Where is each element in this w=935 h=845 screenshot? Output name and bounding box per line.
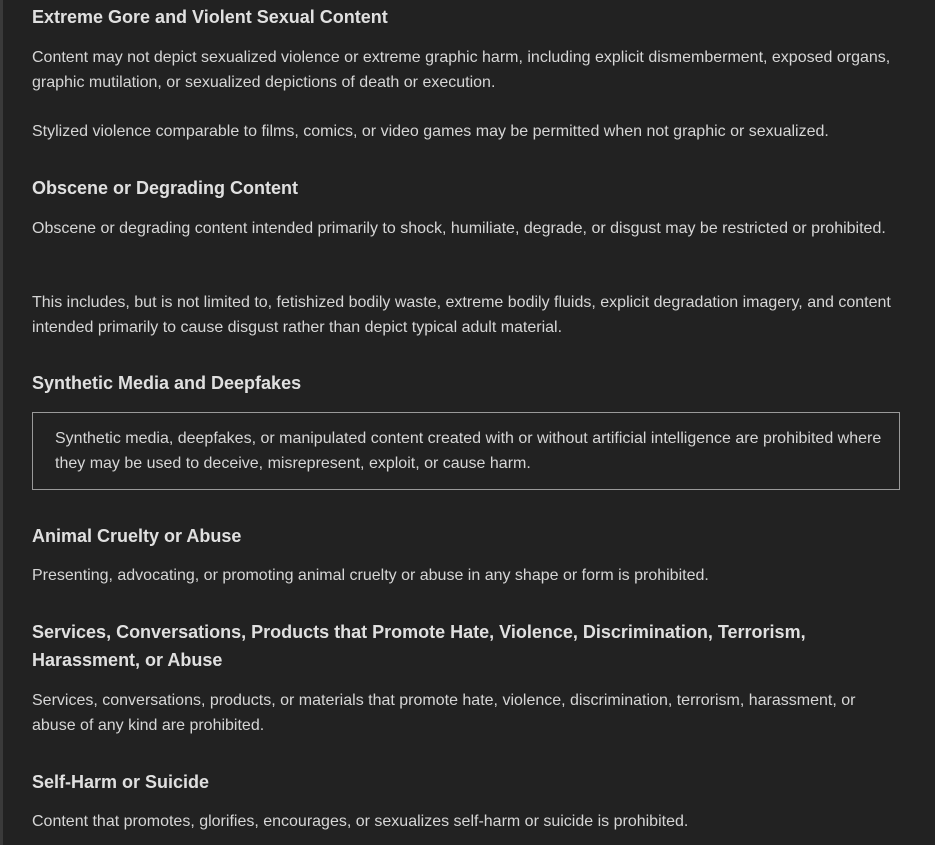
section-heading-obscene-content: Obscene or Degrading Content [32,178,299,198]
section-paragraph: Content that promotes, glorifies, encourages, or sexualizes self-harm or suicide is prohibited. [32,813,689,830]
callout-text: Synthetic media, deepfakes, or manipulated content created with or without artificial intelligence are prohibited where they may be used to deceive, misrepresent, exploit, or cause harm. [55,430,882,472]
section-heading-extreme-gore: Extreme Gore and Violent Sexual Content [32,7,388,27]
section-paragraph: Content may not depict sexualized violence or extreme graphic harm, including explicit dismemberment, exposed organs, graphic mutilation, or sexualized depictions of death or execution. [32,49,891,91]
section-paragraph: This includes, but is not limited to, fetishized bodily waste, extreme bodily fluids, explicit degradation imagery, and content intended primarily to cause disgust rather than depict typical adult material. [32,294,891,336]
section-paragraph: Obscene or degrading content intended primarily to shock, humiliate, degrade, or disgust may be restricted or prohibited. [32,220,886,237]
section-paragraph: Stylized violence comparable to films, comics, or video games may be permitted when not graphic or sexualized. [32,123,829,140]
section-heading-synthetic-media: Synthetic Media and Deepfakes [32,373,302,393]
section-paragraph: Presenting, advocating, or promoting animal cruelty or abuse in any shape or form is prohibited. [32,567,709,584]
section-heading-animal-cruelty: Animal Cruelty or Abuse [32,526,242,546]
section-heading-hate-violence: Services, Conversations, Products that Promote Hate, Violence, Discrimination, Terrorism, Harassment, or Abuse [32,622,806,670]
section-heading-self-harm: Self-Harm or Suicide [32,772,210,792]
left-border-rule [0,0,3,845]
section-paragraph: Services, conversations, products, or materials that promote hate, violence, discrimination, terrorism, harassment, or abuse of any kind are prohibited. [32,692,856,734]
callout-box [32,412,900,490]
